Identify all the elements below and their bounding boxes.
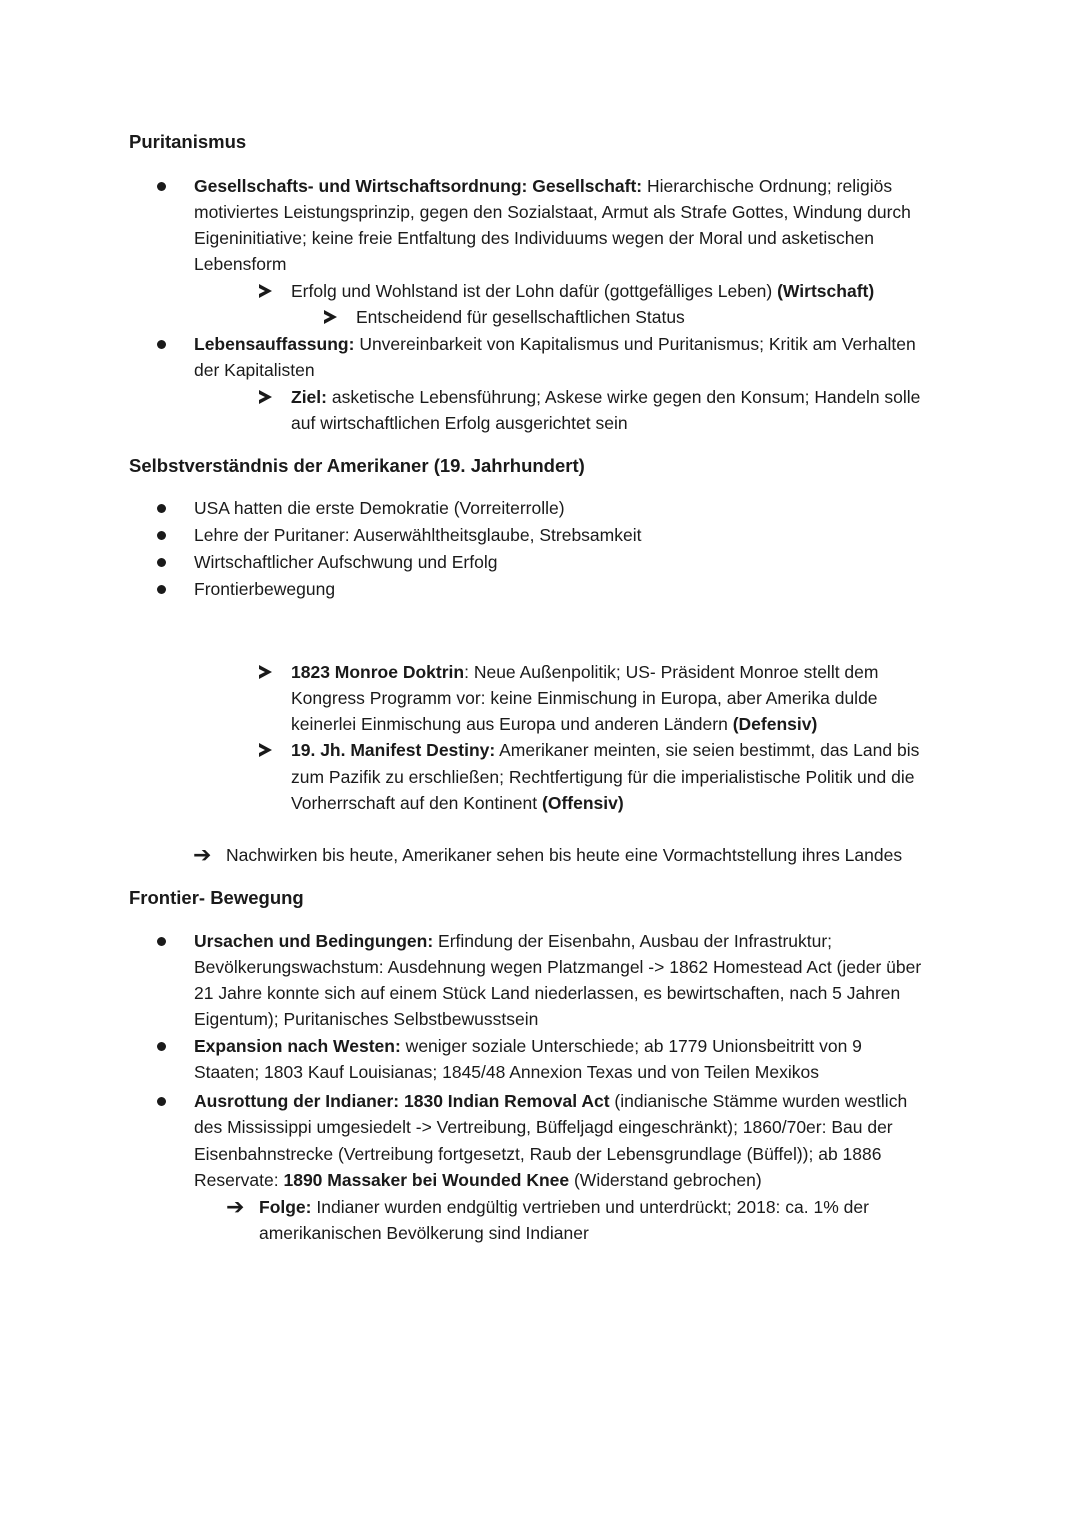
text-line: zum Pazifik zu erschließen; Rechtfertigung für die imperialistische Politik und die — [291, 767, 915, 787]
bullet-icon — [157, 340, 166, 349]
text-line: Lebensform — [194, 254, 287, 274]
sub-item-erfolg — [291, 279, 874, 303]
label-gesellschaftsordnung: Gesellschafts- und Wirtschaftsordnung: Gesellschaft: — [194, 176, 643, 196]
text-line — [291, 712, 817, 736]
bullet-icon — [157, 504, 166, 513]
conclusion-text: Nachwirken bis heute, Amerikaner sehen bis heute eine Vormachtstellung ihres Landes — [226, 845, 903, 865]
text-line: Unvereinbarkeit von Kapitalismus und Puritanismus; Kritik am Verhalten — [354, 334, 916, 354]
label-wounded-knee: 1890 Massaker bei Wounded Knee — [283, 1170, 570, 1190]
label-ziel: Ziel: — [291, 387, 327, 407]
sub-item-status: Entscheidend für gesellschaftlichen Status — [356, 307, 685, 327]
label-manifest-destiny: 19. Jh. Manifest Destiny: — [291, 740, 496, 760]
heading-frontier: Frontier- Bewegung — [129, 887, 304, 908]
text-line: Staaten; 1803 Kauf Louisianas; 1845/48 Annexion Texas und von Teilen Mexikos — [194, 1062, 819, 1082]
paragraph-lebensauffassung — [194, 332, 916, 356]
text-line: Vorherrschaft auf den Kontinent — [291, 793, 542, 813]
text-line: asketische Lebensführung; Askese wirke gegen den Konsum; Handeln solle — [326, 387, 921, 407]
bullet-icon — [157, 1042, 166, 1051]
sub-item-ziel — [291, 385, 920, 409]
text-line: Erfindung der Eisenbahn, Ausbau der Infrastruktur; — [433, 931, 833, 951]
text-line: Bevölkerungswachstum: Ausdehnung wegen Platzmangel -> 1862 Homestead Act (jeder über — [194, 957, 922, 977]
text-line: 21 Jahre konnte sich auf einem Stück Land niederlassen, es bewirtschaften, nach 5 Jahren — [194, 983, 901, 1003]
text-line: Eigeninitiative; keine freie Entfaltung des Individuums wegen der Moral und asketischen — [194, 228, 874, 248]
bullet-icon — [157, 182, 166, 191]
text-line: (indianische Stämme wurden westlich — [609, 1091, 908, 1111]
label-defensiv: (Defensiv) — [732, 714, 818, 734]
text-line: keinerlei Einmischung aus Europa und anderen Ländern — [291, 714, 733, 734]
label-folge: Folge: — [259, 1197, 312, 1217]
heading-puritanismus: Puritanismus — [129, 131, 247, 152]
text-line: amerikanischen Bevölkerung sind Indianer — [259, 1223, 589, 1243]
label-wirtschaft: (Wirtschaft) — [777, 281, 875, 301]
list-item: USA hatten die erste Demokratie (Vorreiterrolle) — [194, 498, 565, 518]
text-line: Hierarchische Ordnung; religiös — [642, 176, 893, 196]
right-arrow-icon: ➔ — [226, 1194, 245, 1219]
bullet-icon — [157, 1097, 166, 1106]
text-line: Amerikaner meinten, sie seien bestimmt, das Land bis — [495, 740, 920, 760]
text-line — [194, 1168, 762, 1192]
text-line: Indianer wurden endgültig vertrieben und unterdrückt; 2018: ca. 1% der — [311, 1197, 869, 1217]
text-line: Erfolg und Wohlstand ist der Lohn dafür (gottgefälliges Leben) — [291, 281, 778, 301]
list-item: Frontierbewegung — [194, 579, 336, 599]
label-ursachen: Ursachen und Bedingungen: — [194, 931, 434, 951]
label-offensiv: (Offensiv) — [542, 793, 624, 813]
text-line: des Mississippi umgesiedelt -> Vertreibung, Büffeljagd eingeschränkt); 1860/70er: Bau der — [194, 1117, 893, 1137]
text-line: Eigentum); Puritanisches Selbstbewusstsein — [194, 1009, 539, 1029]
text-line: auf wirtschaftlichen Erfolg ausgerichtet sein — [291, 413, 628, 433]
text-line — [291, 791, 624, 815]
label-ausrottung: Ausrottung der Indianer: 1830 Indian Removal Act — [194, 1091, 610, 1111]
sub-item-monroe — [291, 660, 878, 684]
paragraph-folge — [259, 1195, 869, 1219]
label-monroe-doktrin: 1823 Monroe Doktrin — [291, 662, 465, 682]
text-line: (Widerstand gebrochen) — [569, 1170, 762, 1190]
text-line: Reservate: — [194, 1170, 284, 1190]
text-line: der Kapitalisten — [194, 360, 315, 380]
text-line: Kongress Programm vor: keine Einmischung in Europa, aber Amerika dulde — [291, 688, 878, 708]
heading-selbstverstaendnis: Selbstverständnis der Amerikaner (19. Jahrhundert) — [129, 455, 585, 476]
text-line: weniger soziale Unterschiede; ab 1779 Unionsbeitritt von 9 — [400, 1036, 862, 1056]
text-line: : Neue Außenpolitik; US- Präsident Monroe stellt dem — [464, 662, 879, 682]
sub-item-manifest-destiny — [291, 738, 919, 762]
paragraph-expansion — [194, 1034, 862, 1058]
bullet-icon — [157, 531, 166, 540]
paragraph-ausrottung — [194, 1089, 907, 1113]
label-lebensauffassung: Lebensauffassung: — [194, 334, 355, 354]
paragraph-ursachen — [194, 929, 832, 953]
right-arrow-icon: ➔ — [193, 842, 212, 867]
paragraph-gesellschaftsordnung — [194, 174, 892, 198]
bullet-icon — [157, 585, 166, 594]
label-expansion: Expansion nach Westen: — [194, 1036, 401, 1056]
list-item: Wirtschaftlicher Aufschwung und Erfolg — [194, 552, 498, 572]
bullet-icon — [157, 558, 166, 567]
list-item: Lehre der Puritaner: Auserwähltheitsglaube, Strebsamkeit — [194, 525, 642, 545]
text-line: motiviertes Leistungsprinzip, gegen den Sozialstaat, Armut als Strafe Gottes, Windung durch — [194, 202, 911, 222]
bullet-icon — [157, 937, 166, 946]
text-line: Eisenbahnstrecke (Vertreibung fortgesetzt, Raub der Lebensgrundlage (Büffel)); ab 1886 — [194, 1144, 882, 1164]
